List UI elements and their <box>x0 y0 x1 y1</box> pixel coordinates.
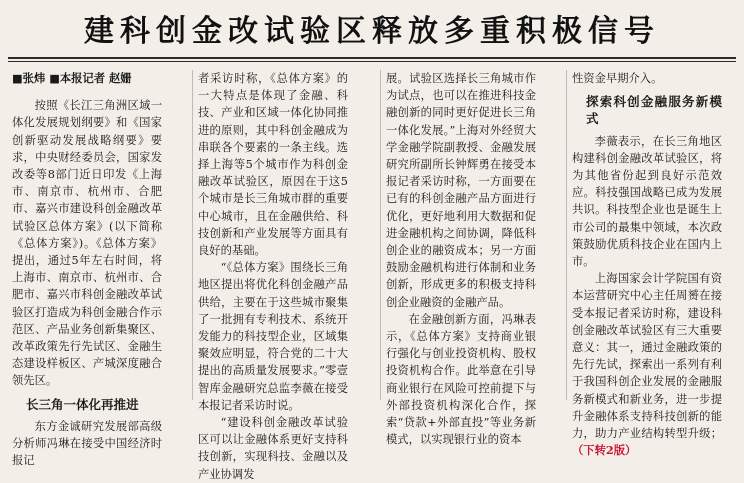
paragraph-text: 上海国家会计学院国有资本运营研究中心主任周赟在接受本报记者采访时称，建设科创金融改革试验区有三大重要意义：其一，通过金融政策的先行先试，探索出一系列有利于我国科创企业发展的金融服务新模式和新业务，进一步提升金融体系支持科技创新的能力，助力产业结构转型升级； <box>572 272 722 441</box>
column-divider <box>566 70 567 400</box>
column-divider <box>192 70 193 400</box>
subheading: 探索科创金融服务新模式 <box>586 94 722 127</box>
continued-notice: （下转2版） <box>572 443 637 458</box>
headline: 建科创金改试验区释放多重积极信号 <box>84 14 660 49</box>
paragraph: 展。试验区选择长三角城市作为试点，也可以在推进科技金融创新的同时更好促进长三角一体化发展。”上海对外经贸大学金融学院副教授、金融发展研究所副所长钟辉勇在接受本报记者采访时称，一方面要在已有的科创金融产品方面进行优化，更好地利用大数据和促进金融机构之间协调，降低科创企业的融资成本；另一方面鼓励金融机构进行体制和业务创新，形成更多的积极支持科创企业融资的金融产品。 <box>386 72 536 309</box>
paragraph: “《总体方案》围绕长三角地区提出将优化科创金融产品供给，主要在于这些城市聚集了一批拥有专利技术、系统开发能力的科技型企业，区域集聚效应明显，符合党的二十大提出的高质量发展要求。”零壹智库金融研究总监李薇在接受本报记者采访时说。 <box>198 261 348 412</box>
paragraph: “建设科创金融改革试验区可以让金融体系更好支持科技创新，实现科技、金融以及产业协调发 <box>198 416 348 481</box>
top-rule <box>8 57 736 59</box>
subheading: 长三角一体化再推进 <box>26 396 139 412</box>
article-column-3 <box>386 70 536 447</box>
paragraph: 李薇表示，在长三角地区构建科创金融改革试验区，将为其他省份起到良好示范效应。科技强国战略已成为发展共识。科技型企业也是诞生上市公司的最集中领域，本次政策鼓励优质科技企业在国内上市。 <box>572 134 722 269</box>
paragraph: 东方金诚研究发展部高级分析师冯琳在接受中国经济时报记 <box>12 419 162 468</box>
byline: ■张炜 ■本报记者 赵姗 <box>12 72 132 85</box>
paragraph: 按照《长江三角洲区域一体化发展规划纲要》和《国家创新驱动发展战略纲要》要求，中央财经委员会，国家发改委等8部门近日印发《上海市、南京市、杭州市、合肥市、嘉兴市建设科创金融改革试验区总体方案》(以下简称《总体方案》)。《总体方案》提出，通过5年左右时间，将上海市、南京市、杭州市、合肥市、嘉兴市科创金融改革试验区打造成为科创金融合作示范区、产品业务创新集聚区、改革政策先行先试区、金融生态建设样板区、产城深度融合领先区。 <box>12 99 162 388</box>
paragraph <box>572 270 722 459</box>
paragraph: 者采访时称，《总体方案》的一大特点是体现了金融、科技、产业和区域一体化协同推进的原则，其中科创金融成为串联各个要素的一条主线。选择上海等5个城市作为科创金融改革试验区，原因在于这5个城市是长三角城市群的重要中心城市，且在金融供给、科技创新和产业发展等方面具有良好的基础。 <box>198 72 348 258</box>
top-rule-thin <box>8 61 736 62</box>
article-column-2 <box>198 70 348 481</box>
article-column-4 <box>572 70 722 458</box>
column-divider <box>380 70 381 400</box>
paragraph: 在金融创新方面，冯琳表示，《总体方案》支持商业银行强化与创业投资机构、股权投资机构合作。此举意在引导商业银行在风险可控前提下与外部投资机构深化合作，探索“贷款+外部直投”等业务新模式，以实现银行业的资本 <box>386 312 536 447</box>
paragraph: 性资金早期介入。 <box>572 72 663 85</box>
article-column-1 <box>12 70 162 468</box>
